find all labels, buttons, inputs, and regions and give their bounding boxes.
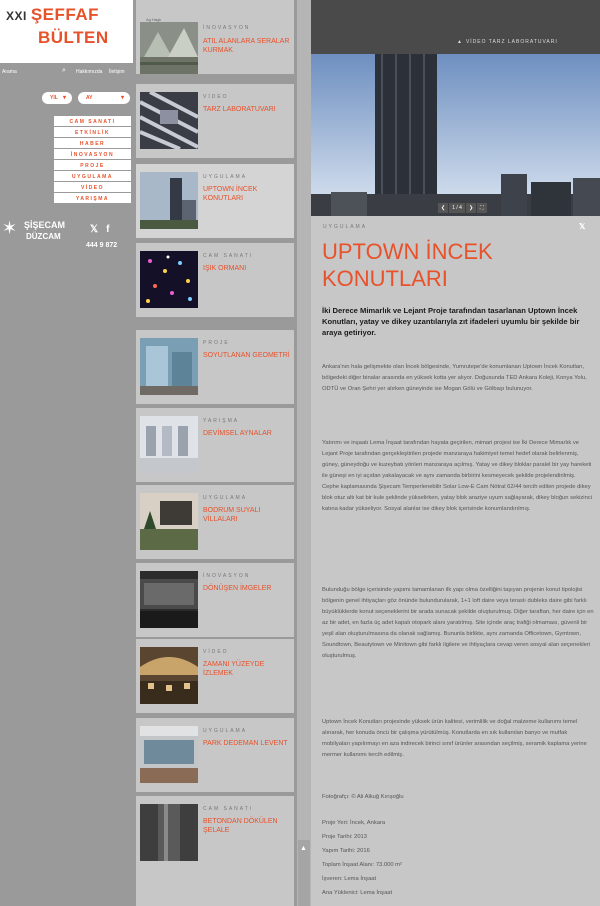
list-item-title: UPTOWN İNCEK KONUTLARI <box>203 186 258 202</box>
list-item-type: VİDEO <box>203 94 229 100</box>
list-item-thumbnail <box>140 172 198 229</box>
chevron-down-icon: ▾ <box>120 95 124 101</box>
search-bar <box>0 66 133 80</box>
list-item-thumbnail <box>140 22 198 74</box>
twitter-share-icon[interactable]: 𝕏 <box>579 222 586 231</box>
about-link[interactable]: Hakkımızda <box>76 69 103 75</box>
list-item-thumbnail <box>140 726 198 783</box>
category-cam-sanati[interactable]: CAM SANATI <box>54 116 131 126</box>
chevron-up-icon: ▲ <box>457 39 463 45</box>
top-bar-label[interactable] <box>457 39 558 45</box>
twitter-icon[interactable]: 𝕏 <box>90 224 99 235</box>
list-item-thumbnail <box>140 571 198 628</box>
logo-prefix: XXI <box>6 9 27 23</box>
brand-line2: DÜZCAM <box>26 232 61 241</box>
gallery-counter: 1 / 4 <box>449 203 465 213</box>
list-item-title: BETONDAN DÖKÜLEN ŞELALE <box>203 818 278 834</box>
sisecam-brand[interactable] <box>0 216 80 256</box>
spec-line: İşveren: Lema İnşaat <box>322 876 377 882</box>
list-item-type: VİDEO <box>203 649 229 655</box>
sisecam-logo-icon: ✶ <box>2 218 18 238</box>
list-item-thumbnail <box>140 251 198 308</box>
spec-line: Ana Yüklenici: Lema İnşaat <box>322 890 393 896</box>
category-proje[interactable]: PROJE <box>54 160 131 170</box>
list-item-title: DÖNÜŞEN İMGELER <box>203 585 272 592</box>
list-item-title: ATIL ALANLARA SERALAR KURMAK <box>203 38 290 54</box>
article-paragraph: Uptown İncek Konutları projesinde yüksek ürün kalitesi, verimlilik ve doğal malzeme kullanımı temel alınarak, her konuda öncü bir çalışma yürütülmüş. Konutlarda en sık kullanılan banyo ve mutfak mobilyaları yapılırmayı en aza indirecek birinci sınıf ürünler arasından seçilmiş, seramik kaplama yerine mermer kullanımı tercih edilmiş. <box>322 719 587 758</box>
list-item-title: ZAMANI YÜZEYDE İZLEMEK <box>203 661 265 677</box>
logo-line1: ŞEFFAF <box>30 5 100 24</box>
scroll-up-icon[interactable]: ▲ <box>300 845 307 852</box>
spec-line: Toplam İnşaat Alanı: 73.000 m² <box>322 862 402 868</box>
category-list <box>54 116 131 204</box>
spec-line: Proje Yeri: İncek, Ankara <box>322 820 386 826</box>
list-item[interactable] <box>136 639 294 713</box>
photo-credit: Fotoğrafçı: © Ali Alkuğ Kırışoğlu <box>322 794 404 800</box>
list-item-title: IŞIK ORMANI <box>203 265 247 272</box>
year-select[interactable] <box>42 92 72 104</box>
chevron-down-icon: ▾ <box>62 95 66 101</box>
spec-line: Proje Tarihi: 2013 <box>322 834 368 840</box>
article-panel <box>311 0 600 906</box>
list-item[interactable] <box>136 796 294 906</box>
list-item-type: İNOVASYON <box>203 25 251 31</box>
list-item-title: TARZ LABORATUVARI <box>203 106 276 113</box>
list-item-type: UYGULAMA <box>203 728 248 734</box>
gallery-next-icon[interactable]: ❯ <box>466 203 476 213</box>
list-item-title: PARK DEDEMAN LEVENT <box>203 740 288 747</box>
month-select[interactable] <box>78 92 130 104</box>
article-title: UPTOWN İNCEK KONUTLARI <box>322 239 493 291</box>
list-item[interactable] <box>136 0 294 74</box>
list-item-type: UYGULAMA <box>203 495 248 501</box>
list-item[interactable] <box>136 718 294 792</box>
list-item-type: UYGULAMA <box>203 174 248 180</box>
list-item-type: CAM SANATI <box>203 253 254 259</box>
list-item-thumbnail <box>140 416 198 473</box>
search-input[interactable]: Arama <box>2 69 17 75</box>
fullscreen-icon[interactable]: ⛶ <box>477 203 487 213</box>
category-video[interactable]: VİDEO <box>54 182 131 192</box>
contact-link[interactable]: İletişim <box>109 69 125 75</box>
list-item-title: BODRUM SUYALI VİLLALARI <box>203 507 261 523</box>
list-item[interactable] <box>136 243 294 317</box>
brand-line1: ŞİŞECAM <box>24 220 66 230</box>
list-item-type: CAM SANATI <box>203 806 254 812</box>
article-paragraph: Ankara'nın hala gelişmekte olan İncek bölgesinde, Yumrutepe'de konumlanan Uptown İncek Konutları, bölgedeki diğer binalar arasında en yüksek kotta yer alıyor. Doğusunda TED Ankara Koleji, Konya Yolu, ODTÜ ve Oran Şehri yer alırken güneyinde ise Mogan Gölü ve Gölbaşı bulunuyor. <box>322 364 587 392</box>
hero-image <box>311 54 600 216</box>
category-haber[interactable]: HABER <box>54 138 131 148</box>
article-paragraph: Bulunduğu bölge içerisinde yapımı tamamlanan ilk yapı olma özelliğini taşıyan projenin konut tipolojisi bölgenin genel ihtiyaçları göz önünde bulundurularak, 1+1 loft daire veya teraslı dubleks daire gibi farklı büyüklüklerde konut seçeneklerini bir arada sunacak şekilde oluşturulmuş. Diğer taraftan, her daire için en az bir adet, en fazla üç adet kapalı otopark alanı yaratılmış. Site içinde araç trafiği olmaması, güvenli bir yeşil alan oluşturulmasına da olanak sağlamış. Bununla birlikte, aynı zamanda Officetown, Gymtown, Soundtown, Beautytown ve Minitown gibi farklı ilgilere ve ihtiyaçlara cevap veren sosyal alan seçenekleri oluşturulmuş. <box>322 587 594 659</box>
spec-line: Yapım Tarihi: 2016 <box>322 848 370 854</box>
category-uygulama[interactable]: UYGULAMA <box>54 171 131 181</box>
phone-number: 444 9 872 <box>86 242 118 249</box>
list-item[interactable] <box>136 164 294 238</box>
list-item-thumbnail <box>140 493 198 550</box>
top-bar-label-text: VİDEO TARZ LABORATUVARI <box>465 39 558 45</box>
left-sidebar <box>0 0 133 906</box>
category-inovasyon[interactable]: İNOVASYON <box>54 149 131 159</box>
list-item[interactable] <box>136 84 294 158</box>
list-item-type: YARIŞMA <box>203 418 240 424</box>
list-item[interactable] <box>136 485 294 559</box>
article-paragraph: Yatırımı ve inşaatı Lema İnşaat tarafından hayata geçirilen, mimari projesi ise İki Derece Mimarlık ve Lejant Proje tarafından gerçekleştirilen projede manzaraya hakimiyet temel hedef olarak belirlenmiş, güney, güneydoğu ve kuzeybatı yönleri manzaraya açılmış. Yatay ve dikey bloklar paralel bir yay hareketi ile güneşi en iyi açıdan yakalayacak ve aynı zamanda birbirini kesmeyecek şekilde projelendirilmiş. Cephe kaplamasında Şişecam Temperlenebilir Solar Low-E Cam Nötral 62/44 tercih edilen projede dikey blok otuz altı kat bir kule şeklinde yükselirken, yatay blok araziye uyum sağlayarak, dikey bloğun sekizinci katına kadar yükseliyor. Sosyal alanlar ise dikey blok içerisinde konumlandırılmış. <box>322 440 593 512</box>
logo-line2: BÜLTEN <box>38 28 109 47</box>
breadcrumb: Ag Haglı <box>146 17 162 22</box>
category-yarisma[interactable]: YARIŞMA <box>54 193 131 203</box>
gallery-prev-icon[interactable]: ❮ <box>438 203 448 213</box>
list-item-thumbnail <box>140 804 198 861</box>
article-list <box>136 0 296 906</box>
list-item[interactable] <box>136 408 294 482</box>
article-lead: İki Derece Mimarlık ve Lejant Proje tarafından tasarlanan Uptown İncek Konutları, yatay ve dikey uzantılarıyla zıt ifadeleri uyumlu bir şekilde bir araya getiriyor. <box>322 306 580 337</box>
article-type: UYGULAMA <box>323 224 368 230</box>
list-item[interactable] <box>136 330 294 404</box>
list-item-thumbnail <box>140 647 198 704</box>
top-bar <box>311 0 600 54</box>
list-item-title: DEVİMSEL AYNALAR <box>203 430 272 437</box>
social-links <box>90 224 117 235</box>
facebook-icon[interactable]: f <box>106 224 110 235</box>
list-item[interactable] <box>136 563 294 637</box>
list-item-thumbnail <box>140 338 198 395</box>
list-scrollbar[interactable] <box>297 0 311 906</box>
list-item-type: PROJE <box>203 340 230 346</box>
site-logo[interactable] <box>0 0 133 63</box>
gallery-controls <box>438 203 488 214</box>
list-item-title: SOYUTLANAN GEOMETRİ <box>203 352 290 359</box>
category-etkinlik[interactable]: ETKİNLİK <box>54 127 131 137</box>
list-item-type: İNOVASYON <box>203 573 251 579</box>
month-select-label: AY <box>86 95 93 101</box>
list-item-thumbnail <box>140 92 198 149</box>
year-select-label: YIL <box>50 95 58 101</box>
search-icon[interactable]: ⌕ <box>62 67 66 74</box>
